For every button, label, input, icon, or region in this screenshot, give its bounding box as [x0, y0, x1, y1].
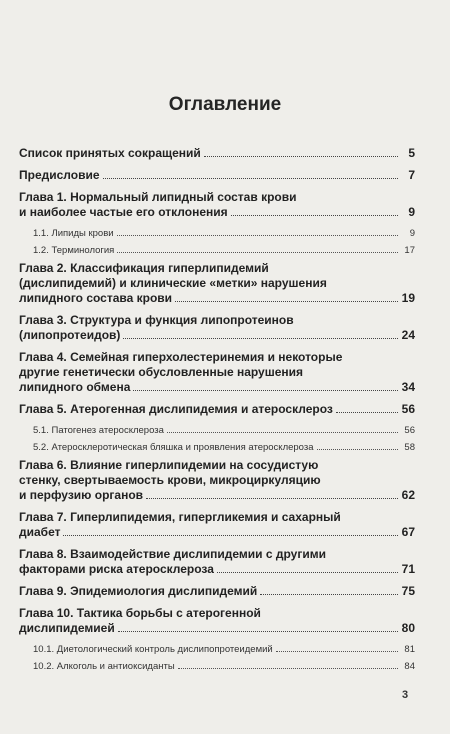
dot-leader — [175, 301, 398, 302]
toc-entry-leader-line — [19, 168, 415, 183]
toc-page-number: 24 — [401, 328, 415, 342]
toc-page-number: 34 — [401, 380, 415, 394]
toc-chapter-entry[interactable] — [19, 261, 415, 306]
toc-entry-title-line: Глава 7. Гиперлипидемия, гипергликемия и сахарный — [19, 510, 341, 524]
toc-chapter-entry[interactable] — [19, 350, 415, 395]
toc-section-entry[interactable] — [19, 227, 415, 240]
toc-entry-title-line: 5.2. Атеросклеротическая бляшка и проявления атеросклероза — [33, 442, 314, 453]
toc-entry-leader-line — [33, 643, 415, 656]
dot-leader — [103, 178, 398, 179]
toc-section-entry[interactable] — [19, 441, 415, 454]
toc-entry-title-line: липидного обмена — [19, 380, 131, 394]
toc-section-entry[interactable] — [19, 643, 415, 656]
toc-page-number: 5 — [408, 146, 415, 160]
dot-leader — [117, 252, 398, 253]
toc-page-number: 56 — [404, 425, 415, 436]
dot-leader — [118, 631, 398, 632]
dot-leader — [178, 668, 398, 669]
toc-entry-title-line: Глава 3. Структура и функция липопротеинов — [19, 313, 294, 327]
toc-entry-title-line: Глава 5. Атерогенная дислипидемия и атеросклероз — [19, 402, 333, 416]
page-number: 3 — [402, 689, 409, 701]
toc-entry-leader-line — [19, 328, 415, 343]
toc-entry-title-line: диабет — [19, 525, 61, 539]
toc-page-number: 58 — [404, 442, 415, 453]
toc-entry-title-line: дислипидемией — [19, 621, 115, 635]
toc-entry-title-line: Глава 9. Эпидемиология дислипидемий — [19, 584, 258, 598]
toc-entry-title-line: 10.1. Диетологический контроль дислипопротеидемий — [33, 644, 273, 655]
toc-chapter-entry[interactable] — [19, 510, 415, 540]
dot-leader — [167, 432, 398, 433]
toc-section-entry[interactable] — [19, 244, 415, 257]
dot-leader — [117, 235, 398, 236]
toc-entry-title-line: липидного состава крови — [19, 291, 173, 305]
toc-page-number: 71 — [401, 562, 415, 576]
toc-page-number: 9 — [408, 205, 415, 219]
toc-entry-title-line: и наиболее частые его отклонения — [19, 205, 228, 219]
table-of-contents — [19, 146, 415, 677]
toc-page-number: 75 — [401, 584, 415, 598]
toc-entry-title-line: Глава 2. Классификация гиперлипидемий — [19, 261, 269, 275]
toc-page-number: 62 — [401, 488, 415, 502]
dot-leader — [217, 572, 398, 573]
dot-leader — [260, 594, 398, 595]
toc-page-number: 81 — [404, 644, 415, 655]
toc-page-number: 67 — [401, 525, 415, 539]
toc-entry-title-line: (липопротеидов) — [19, 328, 121, 342]
toc-entry-title-line: Список принятых сокращений — [19, 146, 201, 160]
toc-entry-leader-line — [19, 525, 415, 540]
toc-entry-title-line: Глава 8. Взаимодействие дислипидемии с другими — [19, 547, 326, 561]
dot-leader — [146, 498, 398, 499]
toc-entry-title-line: 1.1. Липиды крови — [33, 228, 114, 239]
toc-entry-leader-line — [19, 584, 415, 599]
toc-chapter-entry[interactable] — [19, 402, 415, 417]
toc-entry-title-line: 1.2. Терминология — [33, 245, 115, 256]
toc-chapter-entry[interactable] — [19, 146, 415, 161]
toc-entry-leader-line — [33, 660, 415, 673]
dot-leader — [317, 449, 399, 450]
toc-entry-leader-line — [19, 562, 415, 577]
toc-page-number: 7 — [408, 168, 415, 182]
toc-section-entry[interactable] — [19, 660, 415, 673]
toc-page-number: 84 — [404, 661, 415, 672]
toc-entry-leader-line — [33, 424, 415, 437]
dot-leader — [276, 651, 398, 652]
toc-entry-title-line: Предисловие — [19, 168, 100, 182]
toc-page-number: 80 — [401, 621, 415, 635]
dot-leader — [204, 156, 398, 157]
toc-entry-title-line: 5.1. Патогенез атеросклероза — [33, 425, 164, 436]
toc-page-number: 56 — [401, 402, 415, 416]
toc-entry-title-line: Глава 1. Нормальный липидный состав крови — [19, 190, 297, 204]
toc-chapter-entry[interactable] — [19, 168, 415, 183]
dot-leader — [63, 535, 398, 536]
page-title: Оглавление — [168, 94, 282, 115]
toc-chapter-entry[interactable] — [19, 190, 415, 220]
toc-entry-title-line: (дислипидемий) и клинические «метки» нарушения — [19, 276, 327, 290]
toc-chapter-entry[interactable] — [19, 313, 415, 343]
toc-chapter-entry[interactable] — [19, 458, 415, 503]
toc-entry-leader-line — [19, 205, 415, 220]
toc-entry-leader-line — [19, 621, 415, 636]
toc-page-number: 19 — [401, 291, 415, 305]
toc-entry-leader-line — [19, 146, 415, 161]
toc-entry-title-line: Глава 10. Тактика борьбы с атерогенной — [19, 606, 261, 620]
toc-chapter-entry[interactable] — [19, 547, 415, 577]
toc-entry-leader-line — [33, 227, 415, 240]
toc-entry-title-line: Глава 6. Влияние гиперлипидемии на сосудистую — [19, 458, 319, 472]
toc-entry-leader-line — [33, 244, 415, 257]
toc-chapter-entry[interactable] — [19, 606, 415, 636]
toc-entry-title-line: факторами риска атеросклероза — [19, 562, 214, 576]
toc-entry-leader-line — [19, 402, 415, 417]
toc-entry-title-line: и перфузию органов — [19, 488, 144, 502]
toc-entry-title-line: другие генетически обусловленные нарушения — [19, 365, 304, 379]
toc-entry-title-line: стенку, свертываемость крови, микроциркуляцию — [19, 473, 321, 487]
toc-section-entry[interactable] — [19, 424, 415, 437]
dot-leader — [133, 390, 398, 391]
dot-leader — [336, 412, 398, 413]
toc-chapter-entry[interactable] — [19, 584, 415, 599]
dot-leader — [231, 215, 398, 216]
toc-entry-leader-line — [19, 488, 415, 503]
toc-page-number: 17 — [404, 245, 415, 256]
dot-leader — [123, 338, 398, 339]
toc-entry-leader-line — [19, 291, 415, 306]
toc-page-number: 9 — [409, 228, 415, 239]
toc-entry-leader-line — [19, 380, 415, 395]
toc-entry-leader-line — [33, 441, 415, 454]
toc-entry-title-line: Глава 4. Семейная гиперхолестеринемия и некоторые — [19, 350, 343, 364]
toc-entry-title-line: 10.2. Алкоголь и антиоксиданты — [33, 661, 175, 672]
